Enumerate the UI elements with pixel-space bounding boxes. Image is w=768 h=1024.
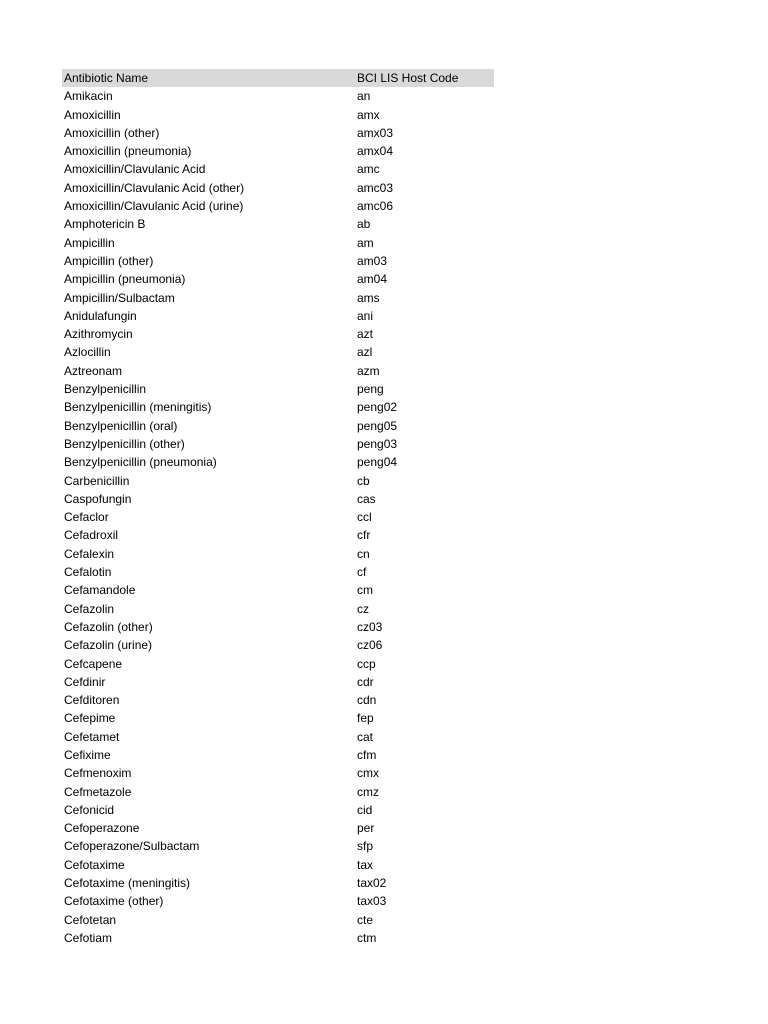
table-row xyxy=(62,289,494,307)
host-code-cell: ccl xyxy=(357,510,372,525)
table-row xyxy=(62,490,494,508)
antibiotic-code-table xyxy=(62,69,494,947)
antibiotic-name-cell: Benzylpenicillin (other) xyxy=(64,436,185,451)
host-code-cell: azm xyxy=(357,363,380,378)
table-row xyxy=(62,362,494,380)
antibiotic-name-cell: Cefadroxil xyxy=(64,528,119,543)
table-row xyxy=(62,874,494,892)
host-code-cell: cdr xyxy=(357,674,374,689)
host-code-cell: azt xyxy=(357,327,374,342)
host-code-cell: tax03 xyxy=(357,894,387,909)
table-row xyxy=(62,417,494,435)
host-code-cell: cte xyxy=(357,912,374,927)
antibiotic-name-cell: Cefazolin xyxy=(64,601,115,616)
column-header-host-code: BCI LIS Host Code xyxy=(357,71,459,85)
host-code-cell: amc xyxy=(357,162,380,177)
host-code-cell: cn xyxy=(357,546,370,561)
table-row xyxy=(62,746,494,764)
host-code-cell: cfr xyxy=(357,528,371,543)
host-code-cell: ccp xyxy=(357,656,376,671)
host-code-cell: cdn xyxy=(357,693,377,708)
host-code-cell: peng xyxy=(357,382,384,397)
table-row xyxy=(62,819,494,837)
antibiotic-name-cell: Amphotericin B xyxy=(64,217,146,232)
table-row xyxy=(62,709,494,727)
table-row xyxy=(62,453,494,471)
table-row xyxy=(62,106,494,124)
table-row xyxy=(62,600,494,618)
host-code-cell: cz03 xyxy=(357,619,383,634)
antibiotic-name-cell: Benzylpenicillin (oral) xyxy=(64,418,178,433)
host-code-cell: am04 xyxy=(357,272,388,287)
antibiotic-name-cell: Amoxicillin (other) xyxy=(64,125,160,140)
antibiotic-name-cell: Cefoperazone xyxy=(64,821,140,836)
table-body xyxy=(62,87,494,947)
host-code-cell: amx xyxy=(357,107,380,122)
antibiotic-name-cell: Ampicillin/Sulbactam xyxy=(64,290,175,305)
header-row xyxy=(62,69,494,87)
host-code-cell: amx04 xyxy=(357,144,394,159)
antibiotic-name-cell: Cefmenoxim xyxy=(64,766,132,781)
antibiotic-name-cell: Benzylpenicillin (pneumonia) xyxy=(64,455,217,470)
host-code-cell: ani xyxy=(357,308,374,323)
host-code-cell: tax02 xyxy=(357,876,387,891)
host-code-cell: cmx xyxy=(357,766,379,781)
antibiotic-name-cell: Cefixime xyxy=(64,747,111,762)
host-code-cell: cmz xyxy=(357,784,379,799)
table-row xyxy=(62,636,494,654)
table-row xyxy=(62,801,494,819)
table-row xyxy=(62,929,494,947)
antibiotic-name-cell: Cefotaxime (meningitis) xyxy=(64,876,191,891)
antibiotic-name-cell: Amoxicillin/Clavulanic Acid (urine) xyxy=(64,199,244,214)
host-code-cell: peng05 xyxy=(357,418,398,433)
antibiotic-name-cell: Amoxicillin/Clavulanic Acid (other) xyxy=(64,180,245,195)
host-code-cell: am xyxy=(357,235,374,250)
antibiotic-name-cell: Cefetamet xyxy=(64,729,120,744)
antibiotic-name-cell: Cefalotin xyxy=(64,565,112,580)
table-row xyxy=(62,307,494,325)
table-row xyxy=(62,691,494,709)
host-code-cell: sfp xyxy=(357,839,374,854)
antibiotic-name-cell: Cefazolin (other) xyxy=(64,619,153,634)
host-code-cell: cid xyxy=(357,802,373,817)
table-row xyxy=(62,783,494,801)
antibiotic-name-cell: Ampicillin xyxy=(64,235,115,250)
antibiotic-name-cell: Cefotaxime (other) xyxy=(64,894,164,909)
table-row xyxy=(62,435,494,453)
host-code-cell: amc06 xyxy=(357,199,394,214)
antibiotic-name-cell: Amoxicillin (pneumonia) xyxy=(64,144,192,159)
host-code-cell: amc03 xyxy=(357,180,394,195)
column-header-antibiotic-name: Antibiotic Name xyxy=(64,71,149,85)
antibiotic-name-cell: Cefmetazole xyxy=(64,784,132,799)
host-code-cell: azl xyxy=(357,345,373,360)
antibiotic-name-cell: Cefdinir xyxy=(64,674,106,689)
host-code-cell: cf xyxy=(357,565,367,580)
host-code-cell: ctm xyxy=(357,930,377,945)
host-code-cell: cz06 xyxy=(357,638,383,653)
table-row xyxy=(62,270,494,288)
table-row xyxy=(62,87,494,105)
host-code-cell: am03 xyxy=(357,253,388,268)
table-row xyxy=(62,398,494,416)
host-code-cell: cat xyxy=(357,729,374,744)
table-row xyxy=(62,343,494,361)
host-code-cell: cm xyxy=(357,583,373,598)
table-row xyxy=(62,892,494,910)
host-code-cell: peng04 xyxy=(357,455,398,470)
antibiotic-name-cell: Ampicillin (pneumonia) xyxy=(64,272,186,287)
antibiotic-name-cell: Anidulafungin xyxy=(64,308,137,323)
host-code-cell: ab xyxy=(357,217,371,232)
host-code-cell: cb xyxy=(357,473,370,488)
table-row xyxy=(62,655,494,673)
table-row xyxy=(62,215,494,233)
table-row xyxy=(62,837,494,855)
host-code-cell: peng02 xyxy=(357,400,398,415)
table-row xyxy=(62,325,494,343)
table-row xyxy=(62,856,494,874)
table-row xyxy=(62,197,494,215)
table-row xyxy=(62,142,494,160)
antibiotic-name-cell: Cefoperazone/Sulbactam xyxy=(64,839,200,854)
antibiotic-name-cell: Cefepime xyxy=(64,711,116,726)
antibiotic-name-cell: Benzylpenicillin xyxy=(64,382,147,397)
table-row xyxy=(62,508,494,526)
antibiotic-name-cell: Cefotetan xyxy=(64,912,117,927)
antibiotic-name-cell: Azithromycin xyxy=(64,327,133,342)
table-row xyxy=(62,911,494,929)
antibiotic-name-cell: Carbenicillin xyxy=(64,473,130,488)
antibiotic-name-cell: Amoxicillin/Clavulanic Acid xyxy=(64,162,206,177)
table-row xyxy=(62,252,494,270)
host-code-cell: an xyxy=(357,89,371,104)
table-row xyxy=(62,380,494,398)
antibiotic-name-cell: Cefotiam xyxy=(64,930,113,945)
table-row xyxy=(62,563,494,581)
table-header xyxy=(62,69,494,87)
antibiotic-name-cell: Cefalexin xyxy=(64,546,115,561)
table-row xyxy=(62,673,494,691)
table-row xyxy=(62,160,494,178)
antibiotic-name-cell: Cefditoren xyxy=(64,693,120,708)
antibiotic-name-cell: Aztreonam xyxy=(64,363,123,378)
antibiotic-name-cell: Cefotaxime xyxy=(64,857,125,872)
host-code-cell: amx03 xyxy=(357,125,394,140)
antibiotic-name-cell: Caspofungin xyxy=(64,491,132,506)
antibiotic-name-cell: Cefonicid xyxy=(64,802,115,817)
table-row xyxy=(62,545,494,563)
host-code-cell: tax xyxy=(357,857,374,872)
antibiotic-name-cell: Cefamandole xyxy=(64,583,136,598)
host-code-cell: ams xyxy=(357,290,380,305)
host-code-cell: fep xyxy=(357,711,374,726)
antibiotic-name-cell: Cefazolin (urine) xyxy=(64,638,153,653)
antibiotic-name-cell: Cefaclor xyxy=(64,510,109,525)
table-row xyxy=(62,618,494,636)
host-code-cell: per xyxy=(357,821,375,836)
table-row xyxy=(62,728,494,746)
table-row xyxy=(62,764,494,782)
host-code-cell: cas xyxy=(357,491,376,506)
host-code-cell: peng03 xyxy=(357,436,398,451)
table-row xyxy=(62,472,494,490)
host-code-cell: cz xyxy=(357,601,369,616)
antibiotic-name-cell: Benzylpenicillin (meningitis) xyxy=(64,400,212,415)
table-row xyxy=(62,179,494,197)
antibiotic-name-cell: Ampicillin (other) xyxy=(64,253,154,268)
table-row xyxy=(62,526,494,544)
antibiotic-name-cell: Cefcapene xyxy=(64,656,123,671)
host-code-cell: cfm xyxy=(357,747,377,762)
table-row xyxy=(62,234,494,252)
antibiotic-name-cell: Amoxicillin xyxy=(64,107,121,122)
antibiotic-name-cell: Amikacin xyxy=(64,89,113,104)
table-row xyxy=(62,581,494,599)
antibiotic-name-cell: Azlocillin xyxy=(64,345,111,360)
table-row xyxy=(62,124,494,142)
